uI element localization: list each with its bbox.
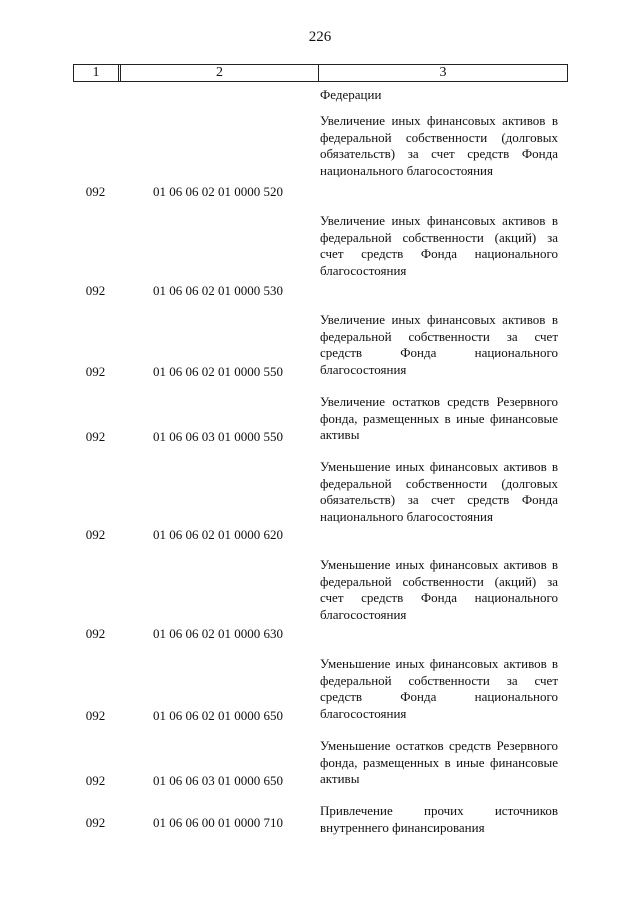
row-source-code: 01 06 06 02 01 0000 520 [153, 184, 283, 199]
row-source-code: 01 06 06 03 01 0000 550 [153, 429, 283, 444]
row-description: Уменьшение иных финансовых активов в федеральной собственности за счет средств Фонда национального благосостояния [320, 656, 558, 721]
row-description: Привлечение прочих источников внутреннего финансирования [320, 803, 558, 835]
header-col-3: 3 [439, 65, 447, 80]
row-source-code: 01 06 06 02 01 0000 550 [153, 364, 283, 379]
header-col-1: 1 [74, 65, 119, 81]
row-description: Уменьшение иных финансовых активов в федеральной собственности (акций) за счет средств Фонда национального благосостояния [320, 557, 558, 622]
row-admin-code: 092 [85, 708, 106, 723]
row-description: Уменьшение иных финансовых активов в федеральной собственности (долговых обязательств) за счет средств Фонда национального благосостояния [320, 459, 558, 524]
row-source-code: 01 06 06 03 01 0000 650 [153, 773, 283, 788]
row-admin-code: 092 [85, 184, 106, 199]
row-source-code: 01 06 06 02 01 0000 620 [153, 527, 283, 542]
row-admin-code: 092 [85, 815, 106, 830]
row-description: Увеличение иных финансовых активов в федеральной собственности за счет средств Фонда национального благосостояния [320, 312, 558, 377]
header-col-2: 2 [121, 65, 319, 81]
row-description: Увеличение остатков средств Резервного фонда, размещенных в иные финансовые активы [320, 394, 558, 443]
row-admin-code: 092 [85, 283, 106, 298]
row-description: Уменьшение остатков средств Резервного фонда, размещенных в иные финансовые активы [320, 738, 558, 787]
row-admin-code: 092 [85, 626, 106, 641]
row-source-code: 01 06 06 02 01 0000 630 [153, 626, 283, 641]
table-header [73, 64, 568, 82]
row-admin-code: 092 [85, 429, 106, 444]
page-number: 226 [308, 29, 332, 45]
row-source-code: 01 06 06 00 01 0000 710 [153, 815, 283, 830]
row-source-code: 01 06 06 02 01 0000 650 [153, 708, 283, 723]
row-admin-code: 092 [85, 527, 106, 542]
row-admin-code: 092 [85, 364, 106, 379]
continuation-text: Федерации [320, 87, 382, 102]
row-description: Увеличение иных финансовых активов в федеральной собственности (акций) за счет средств Фонда национального благосостояния [320, 213, 558, 278]
row-description: Увеличение иных финансовых активов в федеральной собственности (долговых обязательств) за счет средств Фонда национального благосостояния [320, 113, 558, 178]
row-source-code: 01 06 06 02 01 0000 530 [153, 283, 283, 298]
row-admin-code: 092 [85, 773, 106, 788]
